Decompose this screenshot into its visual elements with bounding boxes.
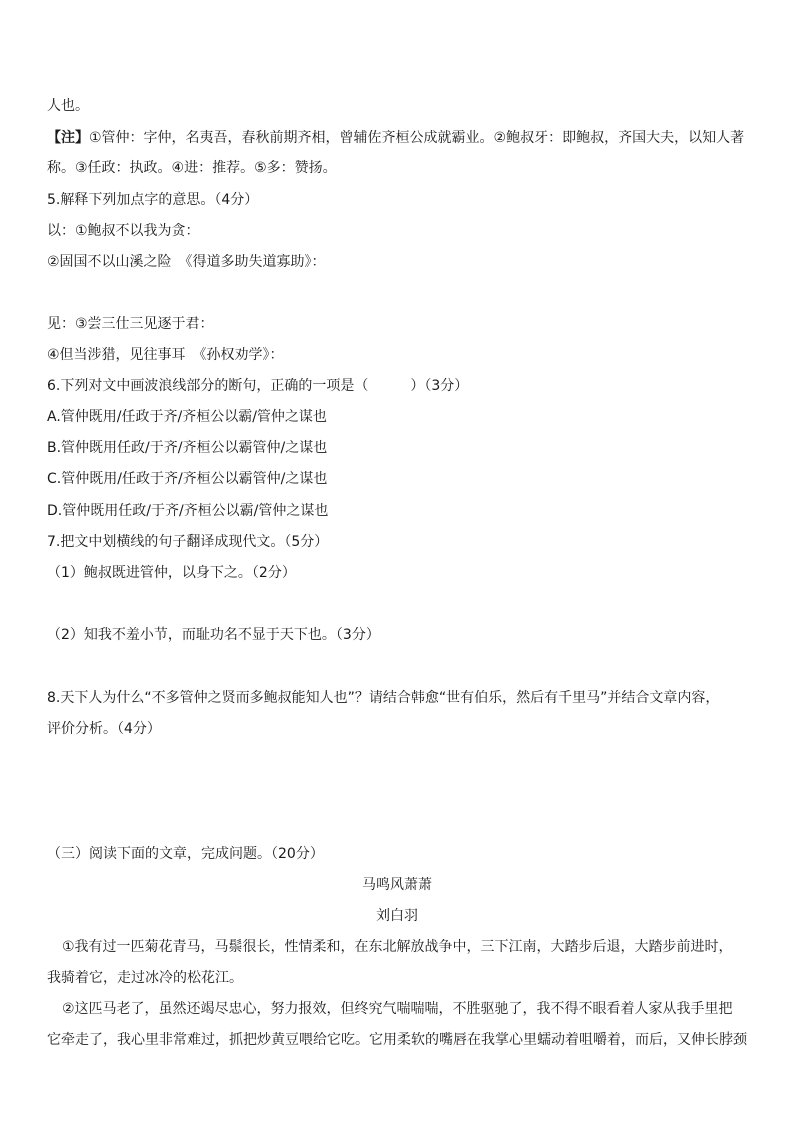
text-line: ②固国不以山溪之险 《得道多助失道寡助》： <box>47 254 326 270</box>
section-heading: （三）阅读下面的文章，完成问题。（20分） <box>47 846 324 862</box>
sub-question-1: （1）鲍叔既进管仲，以身下之。（2分） <box>47 565 296 581</box>
option-c: C.管仲既用/任政于齐/齐桓公以霸管仲/之谋也 <box>47 471 328 487</box>
note-text: ①管仲：字仲，名夷吾，春秋前期齐相，曾辅佐齐桓公成就霸业。②鲍叔牙：即鲍叔，齐国大夫，以知人著 <box>89 130 745 146</box>
sub-question-2: （2）知我不羞小节，而耻功名不显于天下也。（3分） <box>47 627 380 643</box>
text-line: 以：①鲍叔不以我为贪： <box>47 223 200 239</box>
note-label: 【注】 <box>47 130 89 146</box>
paragraph-1-line-1: ①我有过一匹菊花青马，马鬃很长，性情柔和，在东北解放战争中，三下江南，大踏步后退，大踏步前进时， <box>62 939 733 955</box>
paragraph-2-line-2: 它牵走了，我心里非常难过，抓把炒黄豆喂给它吃。它用柔软的嘴唇在我掌心里蠕动着咀嚼着，而后，又伸长脖颈 <box>47 1032 747 1048</box>
article-title: 马鸣风萧萧 <box>362 877 432 893</box>
option-d: D.管仲既用任政/于齐/齐桓公以霸/管仲之谋也 <box>47 503 329 519</box>
question-7: 7.把文中划横线的句子翻译成现代文。（5分） <box>47 534 329 550</box>
article-author: 刘白羽 <box>376 908 418 924</box>
text-line: 人也。 <box>47 98 89 114</box>
text-line: 评价分析。（4分） <box>47 721 161 737</box>
paragraph-1-line-2: 我骑着它，走过冰冷的松花江。 <box>47 970 243 986</box>
paragraph-2-line-1: ②这匹马老了，虽然还竭尽忠心，努力报效，但终究气喘喘喘，不胜驱驰了，我不得不眼看着人家从我手里把 <box>62 1001 733 1017</box>
note-line <box>47 128 744 148</box>
question-8: 8.天下人为什么“不多管仲之贤而多鲍叔能知人也”？请结合韩愈“世有伯乐，然后有千里马”并结合文章内容， <box>47 690 720 706</box>
option-a: A.管仲既用/任政于齐/齐桓公以霸/管仲之谋也 <box>47 409 327 425</box>
question-5: 5.解释下列加点字的意思。（4分） <box>47 192 259 208</box>
option-b: B.管仲既用任政/于齐/齐桓公以霸管仲/之谋也 <box>47 440 328 456</box>
text-line: 称。③任政：执政。④进：推荐。⑤多：赞扬。 <box>47 160 337 176</box>
text-line: 见：③尝三仕三见逐于君： <box>47 316 214 332</box>
question-6: 6.下列对文中画波浪线部分的断句，正确的一项是（ ）（3分） <box>47 378 469 394</box>
text-line: ④但当涉猎，见往事耳 《孙权劝学》： <box>47 347 284 363</box>
